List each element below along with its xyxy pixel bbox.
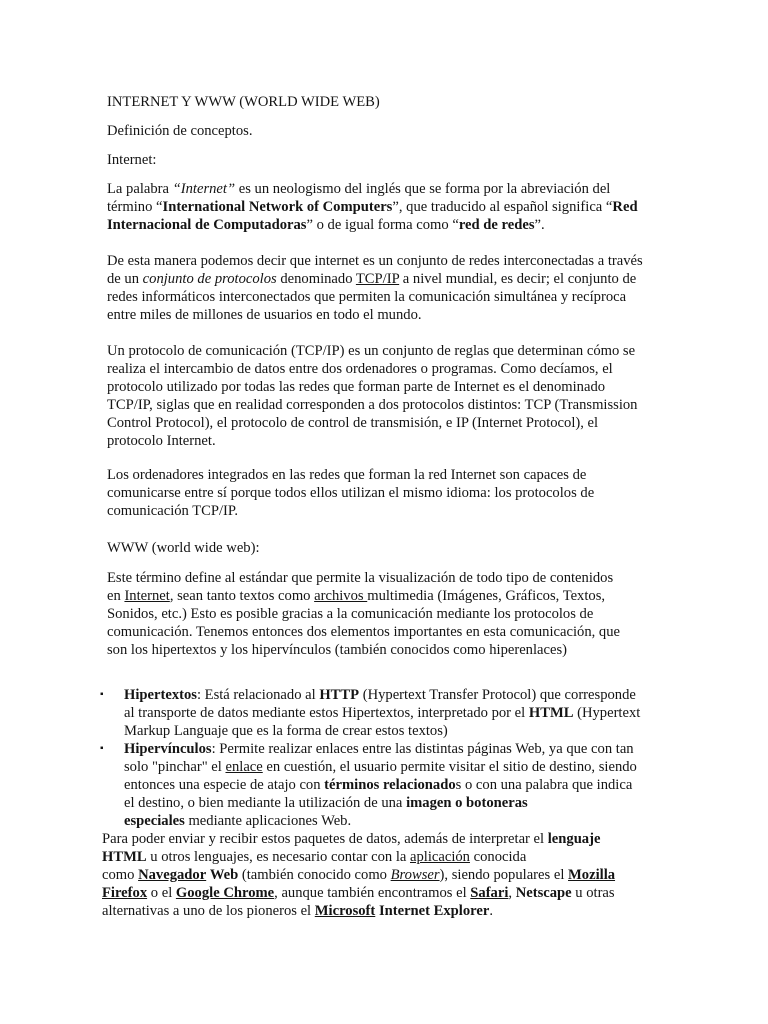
text-run: entonces una especie de atajo con: [124, 777, 325, 793]
bold-term: lenguaje: [547, 831, 601, 847]
text-run: , sean tanto textos como: [169, 588, 315, 604]
text-line: [107, 270, 667, 288]
text-line: De esta manera podemos decir que internet es un conjunto de redes interconectadas a través: [107, 253, 643, 269]
italic-term: conjunto de protocolos: [142, 271, 277, 287]
bold-term: Red: [612, 199, 638, 215]
paragraph-internet-definition: [107, 180, 667, 234]
www-heading: [107, 539, 667, 557]
text-line: [124, 740, 670, 758]
text-run: término “: [107, 199, 163, 215]
text-line: [124, 794, 670, 812]
text-line: [102, 866, 672, 884]
text-run: es un neologismo del inglés que se forma por la abreviación del: [235, 181, 611, 197]
text-run: .: [489, 903, 493, 919]
text-run: o el: [147, 885, 176, 901]
paragraph-protocol: [107, 342, 667, 450]
text-run: ” o de igual forma como “: [306, 217, 459, 233]
text-line: son los hipertextos y los hipervínculos (también conocidos como hiperenlaces): [107, 642, 568, 658]
text-line: comunicarse entre sí porque todos ellos utilizan el mismo idioma: los protocolos de: [107, 485, 595, 501]
text-run: mediante aplicaciones Web.: [184, 813, 352, 829]
internet-link[interactable]: Internet: [124, 588, 170, 604]
document-title: [107, 93, 667, 111]
list-item-hipervinculos: [100, 740, 670, 830]
text-run: conocida: [469, 849, 527, 865]
text-line: [124, 686, 670, 704]
text-line: Sonidos, etc.) Esto es posible gracias a la comunicación mediante los protocolos de: [107, 606, 594, 622]
internet-heading: [107, 151, 667, 169]
text-line: entre miles de millones de usuarios en todo el mundo.: [107, 307, 422, 323]
text-run: (Hypertext Transfer Protocol) que corresponde: [359, 687, 636, 703]
text-line: realiza el intercambio de datos entre dos ordenadores o programas. Como decíamos, el: [107, 361, 613, 377]
text-run: : Permite realizar enlaces entre las distintas páginas Web, ya que con tan: [211, 741, 634, 757]
definitions-line: [107, 122, 667, 140]
text-run: La palabra: [107, 181, 173, 197]
text-run: s o con una palabra que indica: [455, 777, 633, 793]
text-line: comunicación TCP/IP.: [107, 503, 239, 519]
bold-term: Internacional de Computadoras: [107, 217, 307, 233]
text-line: [107, 198, 667, 216]
browser-link[interactable]: [391, 867, 440, 883]
bold-term: HTML: [528, 705, 574, 721]
www-heading-text: WWW (world wide web):: [107, 540, 260, 556]
microsoft-link[interactable]: [315, 903, 376, 919]
text-line: [124, 704, 670, 722]
bold-term: especiales: [124, 813, 185, 829]
text-line: TCP/IP, siglas que en realidad corresponden a dos protocolos distintos: TCP (Transmission: [107, 397, 638, 413]
bold-term: International Network of Computers: [162, 199, 393, 215]
text-run: (Hypertext: [573, 705, 641, 721]
paragraph-computers: [107, 466, 667, 520]
bold-term: Netscape: [515, 885, 572, 901]
text-run: multimedia (Imágenes, Gráficos, Textos,: [367, 588, 606, 604]
text-run: ,: [508, 885, 516, 901]
bold-term: red de redes: [458, 217, 535, 233]
bullet-list: [100, 686, 670, 830]
text-line: [102, 884, 672, 902]
text-line: [124, 758, 670, 776]
bold-term: Hipervínculos: [124, 741, 212, 757]
definitions-text: Definición de conceptos.: [107, 123, 253, 139]
bullet-icon: ▪: [100, 743, 104, 754]
bold-term: Internet Explorer: [378, 903, 490, 919]
text-run: como: [102, 867, 139, 883]
text-run: Para poder enviar y recibir estos paquetes de datos, además de interpretar el: [102, 831, 548, 847]
bold-term: HTML: [102, 849, 147, 865]
internet-heading-text: Internet:: [107, 152, 157, 168]
text-run: ”, que traducido al español significa “: [392, 199, 613, 215]
text-run: alternativas a uno de los pioneros el: [102, 903, 315, 919]
text-line: Los ordenadores integrados en las redes que forman la red Internet son capaces de: [107, 467, 587, 483]
text-line: Un protocolo de comunicación (TCP/IP) es un conjunto de reglas que determinan cómo se: [107, 343, 636, 359]
text-line: Control Protocol), el protocolo de control de transmisión, e IP (Internet Protocol), el: [107, 415, 599, 431]
bold-term: Safari: [470, 885, 509, 901]
mozilla-link[interactable]: [568, 867, 615, 883]
bold-term: Google Chrome: [175, 885, 275, 901]
tcp-ip-link[interactable]: TCP/IP: [355, 271, 400, 287]
text-line: Markup Languaje que es la forma de crear estos textos): [124, 723, 448, 739]
text-line: [107, 180, 667, 198]
text-run: a nivel mundial, es decir; el conjunto de: [399, 271, 637, 287]
text-line: [102, 848, 672, 866]
bold-term: Microsoft: [314, 903, 376, 919]
text-line: Este término define al estándar que permite la visualización de todo tipo de contenidos: [107, 570, 614, 586]
paragraph-www: [107, 569, 667, 659]
text-run: en: [107, 588, 125, 604]
text-run: ”.: [534, 217, 545, 233]
archivos-link[interactable]: archivos: [314, 588, 368, 604]
paragraph-internet-network: [107, 252, 667, 324]
text-run: en cuestión, el usuario permite visitar el sitio de destino, siendo: [262, 759, 637, 775]
text-line: [107, 216, 667, 234]
bold-term: Navegador: [138, 867, 207, 883]
text-line: comunicación. Tenemos entonces dos elementos importantes en esta comunicación, que: [107, 624, 620, 640]
text-run: denominado: [276, 271, 356, 287]
paragraph-browsers: [102, 830, 672, 920]
bullet-icon: ▪: [100, 689, 104, 700]
text-run: al transporte de datos mediante estos Hipertextos, interpretado por el: [124, 705, 529, 721]
text-run: ), siendo populares el: [439, 867, 569, 883]
text-line: redes informáticos interconectados que permiten la comunicación simultánea y recíproca: [107, 289, 627, 305]
bold-term: Web: [209, 867, 239, 883]
bold-term: Firefox: [102, 885, 148, 901]
navegador-link[interactable]: [138, 867, 206, 883]
text-line: [124, 812, 670, 830]
text-line: [124, 776, 670, 794]
text-run: u otras: [571, 885, 615, 901]
bold-term: Hipertextos: [124, 687, 197, 703]
aplicacion-link[interactable]: aplicación: [410, 849, 470, 865]
enlace-link[interactable]: enlace: [225, 759, 263, 775]
text-run: el destino, o bien mediante la utilización de una: [124, 795, 407, 811]
text-run: solo "pinchar" el: [124, 759, 226, 775]
italic-term: Browser: [390, 867, 440, 883]
text-run: de un: [107, 271, 143, 287]
text-line: [107, 587, 667, 605]
text-run: (también conocido como: [238, 867, 391, 883]
google-chrome-link[interactable]: [176, 885, 274, 901]
title-text: INTERNET Y WWW (WORLD WIDE WEB): [107, 94, 380, 110]
firefox-link[interactable]: [102, 885, 147, 901]
bold-term: imagen o botoneras: [406, 795, 528, 811]
text-run: u otros lenguajes, es necesario contar con la: [146, 849, 410, 865]
italic-term: “Internet”: [172, 181, 236, 197]
text-line: protocolo Internet.: [107, 433, 216, 449]
list-item-hipertextos: [100, 686, 670, 740]
safari-link[interactable]: [470, 885, 508, 901]
text-line: [102, 902, 672, 920]
bold-term: Mozilla: [568, 867, 616, 883]
text-run: , aunque también encontramos el: [274, 885, 471, 901]
bold-term: términos relacionado: [324, 777, 456, 793]
text-line: [102, 830, 672, 848]
text-line: protocolo utilizado por todas las redes que forman parte de Internet es el denominado: [107, 379, 606, 395]
bold-term: HTTP: [319, 687, 360, 703]
text-run: : Está relacionado al: [196, 687, 320, 703]
